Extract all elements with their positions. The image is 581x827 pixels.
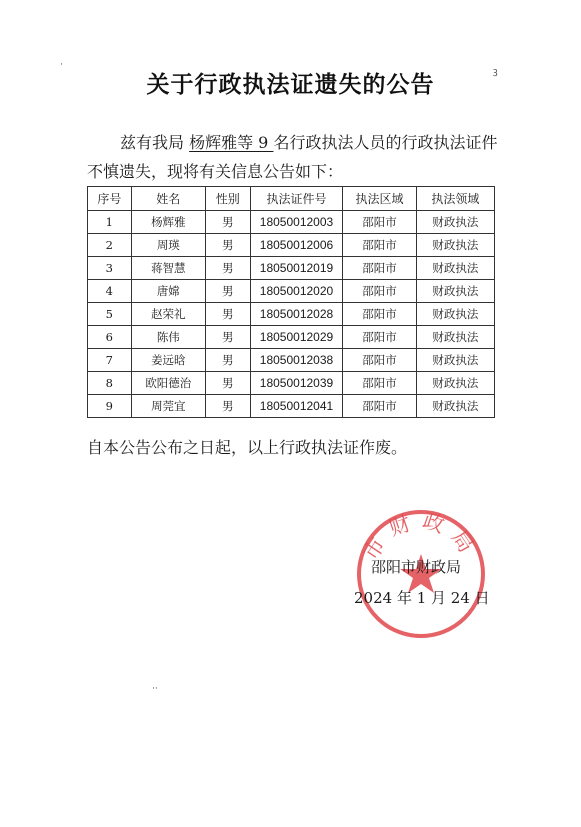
scan-mark-icon: ꝫ <box>493 67 498 77</box>
cell-sex: 男 <box>205 349 250 372</box>
cell-no: 3 <box>88 257 132 280</box>
cell-no: 5 <box>88 303 132 326</box>
table-row <box>88 395 495 418</box>
table-row <box>88 211 495 234</box>
cell-name: 周瑛 <box>131 234 205 257</box>
seal-text: 市财政局 <box>358 508 484 565</box>
table-row <box>88 372 495 395</box>
cell-name: 欧阳德治 <box>131 372 205 395</box>
table-row <box>88 349 495 372</box>
intro-names: 杨辉雅等 9 <box>189 133 274 152</box>
cell-field: 财政执法 <box>416 326 494 349</box>
cell-field: 财政执法 <box>416 280 494 303</box>
cell-name: 周莞宜 <box>131 395 205 418</box>
cell-area: 邵阳市 <box>343 395 416 418</box>
cell-area: 邵阳市 <box>343 349 416 372</box>
cell-cert: 18050012038 <box>250 349 343 372</box>
cell-no: 6 <box>88 326 132 349</box>
header-area: 执法区域 <box>343 187 416 211</box>
cell-area: 邵阳市 <box>343 211 416 234</box>
header-field: 执法领域 <box>416 187 494 211</box>
header-sex: 性别 <box>205 187 250 211</box>
cell-cert: 18050012028 <box>250 303 343 326</box>
cell-sex: 男 <box>205 280 250 303</box>
table-body <box>88 211 495 418</box>
cell-name: 杨辉雅 <box>131 211 205 234</box>
cell-no: 4 <box>88 280 132 303</box>
scan-dot-icon: · <box>60 60 63 70</box>
cell-name: 蒋智慧 <box>131 257 205 280</box>
cell-area: 邵阳市 <box>343 326 416 349</box>
header-cert: 执法证件号 <box>250 187 343 211</box>
cell-sex: 男 <box>205 211 250 234</box>
cell-cert: 18050012006 <box>250 234 343 257</box>
scan-dot-icon: ·· <box>152 684 158 694</box>
cell-cert: 18050012039 <box>250 372 343 395</box>
cell-field: 财政执法 <box>416 395 494 418</box>
cell-name: 赵荣礼 <box>131 303 205 326</box>
cell-cert: 18050012041 <box>250 395 343 418</box>
cell-sex: 男 <box>205 326 250 349</box>
header-no: 序号 <box>88 187 132 211</box>
signature: 邵阳市财政局 <box>371 558 462 576</box>
cell-sex: 男 <box>205 303 250 326</box>
cell-no: 1 <box>88 211 132 234</box>
cell-sex: 男 <box>205 234 250 257</box>
cell-field: 财政执法 <box>416 211 494 234</box>
table-row <box>88 280 495 303</box>
cell-no: 2 <box>88 234 132 257</box>
cell-field: 财政执法 <box>416 303 494 326</box>
cell-cert: 18050012019 <box>250 257 343 280</box>
lost-certificate-table <box>87 186 495 418</box>
cell-name: 陈伟 <box>131 326 205 349</box>
cell-area: 邵阳市 <box>343 280 416 303</box>
cell-field: 财政执法 <box>416 349 494 372</box>
cell-cert: 18050012029 <box>250 326 343 349</box>
intro-paragraph <box>87 128 507 186</box>
cell-no: 7 <box>88 349 132 372</box>
cell-name: 姜远晗 <box>131 349 205 372</box>
table-row <box>88 303 495 326</box>
cell-area: 邵阳市 <box>343 234 416 257</box>
closing-paragraph: 自本公告公布之日起，以上行政执法证作废。 <box>87 438 408 457</box>
cell-name: 唐嫦 <box>131 280 205 303</box>
cell-no: 9 <box>88 395 132 418</box>
intro-before: 兹有我局 <box>120 133 190 152</box>
cell-sex: 男 <box>205 257 250 280</box>
cell-area: 邵阳市 <box>343 257 416 280</box>
date: 2024 年 1 月 24 日 <box>354 589 490 607</box>
table-row <box>88 326 495 349</box>
cell-field: 财政执法 <box>416 257 494 280</box>
cell-no: 8 <box>88 372 132 395</box>
cell-sex: 男 <box>205 372 250 395</box>
cell-field: 财政执法 <box>416 234 494 257</box>
cell-sex: 男 <box>205 395 250 418</box>
header-name: 姓名 <box>131 187 205 211</box>
table-row <box>88 234 495 257</box>
table-header-row <box>88 187 495 211</box>
cell-cert: 18050012020 <box>250 280 343 303</box>
cell-area: 邵阳市 <box>343 303 416 326</box>
cell-area: 邵阳市 <box>343 372 416 395</box>
cell-cert: 18050012003 <box>250 211 343 234</box>
page-title: 关于行政执法证遗失的公告 <box>146 71 435 98</box>
table-row <box>88 257 495 280</box>
cell-field: 财政执法 <box>416 372 494 395</box>
intro-after: 名行政执法人员的行政执法证件不慎遗失，现将有关信息公告如下： <box>87 133 498 181</box>
